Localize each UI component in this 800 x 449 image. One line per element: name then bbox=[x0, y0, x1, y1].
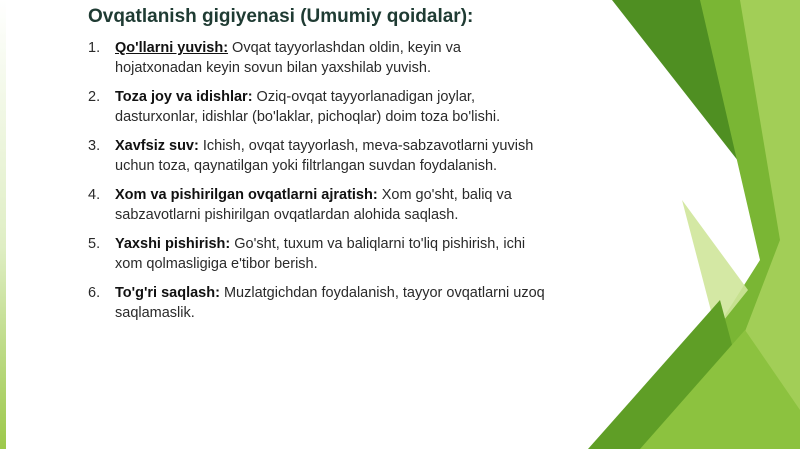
item-number: 5. bbox=[88, 236, 101, 252]
item-number: 3. bbox=[88, 138, 101, 154]
list-item bbox=[88, 283, 548, 323]
item-text: Oziq-ovqat tayyorlanadigan joylar, dasturxonlar, idishlar (bo'laklar, pichoqlar) doim toza bo'lishi. bbox=[115, 89, 501, 125]
item-number: 6. bbox=[88, 285, 101, 301]
item-term: Xavfsiz suv: bbox=[115, 138, 199, 154]
list-item bbox=[88, 136, 548, 176]
item-number: 1. bbox=[88, 40, 101, 56]
item-text: Ichish, ovqat tayyorlash, meva-sabzavotlarni yuvish uchun toza, qaynatilgan yoki filtrlangan suvdan foydalanish. bbox=[115, 138, 534, 174]
item-number: 2. bbox=[88, 89, 101, 105]
item-text: Go'sht, tuxum va baliqlarni to'liq pishirish, ichi xom qolmasligiga e'tibor berish. bbox=[115, 236, 526, 272]
item-term: To'g'ri saqlash: bbox=[115, 285, 220, 301]
list-item bbox=[88, 38, 548, 78]
item-term: Yaxshi pishirish: bbox=[115, 236, 231, 252]
slide-content bbox=[88, 4, 548, 332]
item-term: Toza joy va idishlar: bbox=[115, 89, 253, 105]
list-item bbox=[88, 185, 548, 225]
item-text: Xom go'sht, baliq va sabzavotlarni pishirilgan ovqatlardan alohida saqlash. bbox=[115, 187, 512, 223]
item-term: Qo'llarni yuvish: bbox=[115, 40, 229, 56]
list-item bbox=[88, 87, 548, 127]
slide-title: Ovqatlanish gigiyenasi (Umumiy qoidalar): bbox=[88, 6, 474, 27]
list-item bbox=[88, 234, 548, 274]
item-text: Muzlatgichdan foydalanish, tayyor ovqatlarni uzoq saqlamaslik. bbox=[115, 285, 545, 321]
item-term: Xom va pishirilgan ovqatlarni ajratish: bbox=[115, 187, 378, 203]
item-number: 4. bbox=[88, 187, 101, 203]
item-text: Ovqat tayyorlashdan oldin, keyin va hojatxonadan keyin sovun bilan yaxshilab yuvish. bbox=[115, 40, 461, 76]
left-accent-strip bbox=[0, 0, 6, 449]
hygiene-rules-list bbox=[88, 38, 548, 323]
